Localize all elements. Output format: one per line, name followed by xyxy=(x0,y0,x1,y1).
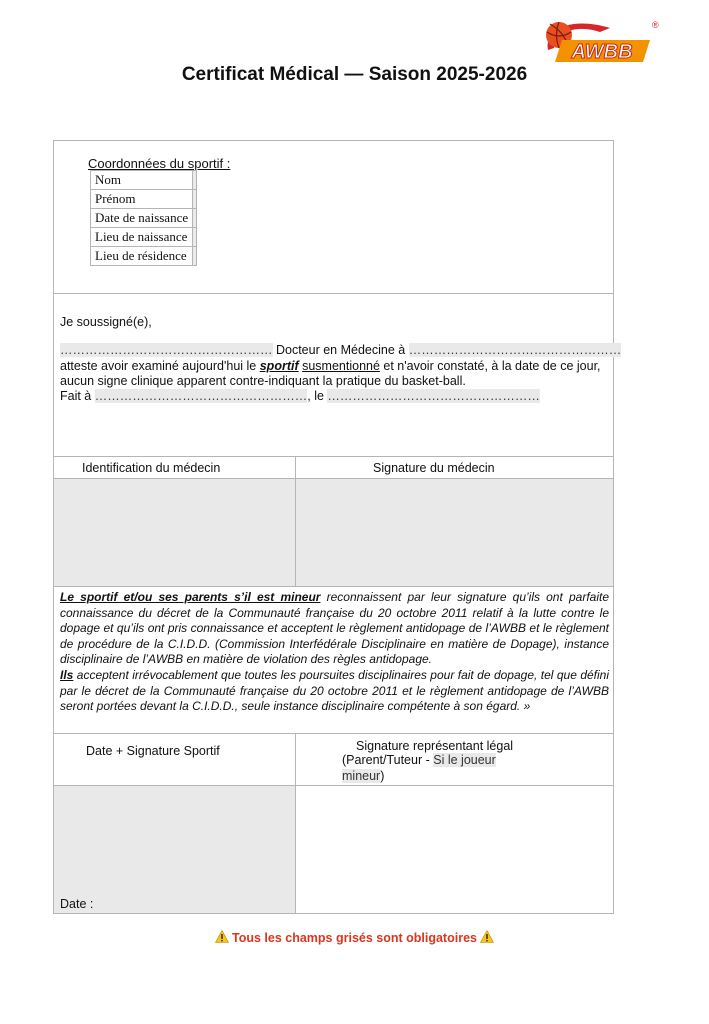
first-name-field[interactable] xyxy=(193,190,197,209)
warning-text: Tous les champs grisés sont obligatoires xyxy=(232,931,477,945)
athlete-signature-field[interactable] xyxy=(54,786,295,913)
place-field[interactable]: …………………………………………… xyxy=(94,389,308,403)
field-label: Lieu de naissance xyxy=(91,228,193,247)
name-field[interactable] xyxy=(193,171,197,190)
registered-mark: ® xyxy=(652,20,659,30)
mandatory-fields-warning xyxy=(0,930,709,945)
field-label: Date de naissance xyxy=(91,209,193,228)
guardian-signature-field[interactable] xyxy=(296,786,613,913)
doctor-signature-field[interactable] xyxy=(296,479,613,586)
divider xyxy=(53,456,614,457)
warning-triangle-icon xyxy=(215,930,229,943)
legal-paragraph-2: acceptent irrévocablement que toutes les poursuites disciplinaires pour fait de dopage, tel que défini par le décret de la Communauté française du 20 octobre 2011 et le règlement antidopage de l’AWBB seront portées devant la C.I.D.D., seule instance disciplinaire compétente à son égard. » xyxy=(60,667,609,714)
attestation-line-2 xyxy=(60,358,601,374)
awbb-logo xyxy=(540,10,665,65)
attestation-text: et n'avoir constaté, à la date de ce jour, xyxy=(379,359,601,373)
legal-paragraph-1: reconnaissent par leur signature qu’ils ont parfaite connaissance du décret de la Communauté française du 20 octobre 2011 relatif à la lutte contre le dopage et qu’ils ont pris connaissance et acceptent le règlement antidopage de l’AWBB et le règlement de procédure de la C.I.D.D. (Commission Interfédérale Disciplinaire en matière de Dopage), instance disciplinaire de l’AWBB en matière de violation des règles antidopage. xyxy=(60,590,609,667)
residence-field[interactable] xyxy=(193,247,197,266)
doctor-identification-field[interactable] xyxy=(54,479,295,586)
legal-lead-2: Ils xyxy=(60,667,74,682)
table-row xyxy=(91,228,197,247)
athlete-signature-header: Date + Signature Sportif xyxy=(86,744,220,758)
table-row xyxy=(91,171,197,190)
guardian-close-paren: ) xyxy=(380,769,385,783)
sportif-emphasis: sportif xyxy=(259,359,299,373)
fait-a-label: Fait à xyxy=(60,389,95,403)
divider xyxy=(53,293,614,294)
legal-notice xyxy=(60,590,609,715)
attestation-line-4 xyxy=(60,388,540,404)
doctor-identification-header: Identification du médecin xyxy=(82,461,221,475)
guardian-signature-title: Signature représentant légal xyxy=(356,739,514,753)
field-label: Lieu de résidence xyxy=(91,247,193,266)
attestation-opening: Je soussigné(e), xyxy=(60,315,152,329)
date-field[interactable]: …………………………………………… xyxy=(327,389,540,403)
table-row xyxy=(91,209,197,228)
attestation-line-3: aucun signe clinique apparent contre-indiquant la pratique du basket-ball. xyxy=(60,374,466,388)
doctor-city-field[interactable]: …………………………………………… xyxy=(408,343,622,357)
attestation-line-1 xyxy=(60,342,621,358)
table-row xyxy=(91,247,197,266)
birth-place-field[interactable] xyxy=(193,228,197,247)
susmentionne-text: susmentionné xyxy=(302,359,380,373)
table-row xyxy=(91,190,197,209)
guardian-signature-subtitle xyxy=(342,752,512,784)
attestation-text: atteste avoir examiné aujourd'hui le xyxy=(60,359,260,373)
athlete-details-table xyxy=(90,170,197,266)
divider xyxy=(53,586,614,587)
doctor-in-text: Docteur en Médecine à xyxy=(272,343,409,357)
birth-date-field[interactable] xyxy=(193,209,197,228)
doctor-name-field[interactable]: …………………………………………… xyxy=(60,343,273,357)
logo-text: AWBB xyxy=(571,41,633,63)
minor-condition: Si le joueur mineur xyxy=(342,753,496,783)
guardian-sub-text: (Parent/Tuteur - xyxy=(342,753,434,767)
legal-lead-1: Le sportif et/ou ses parents s’il est mineur xyxy=(60,590,321,604)
divider xyxy=(53,733,614,734)
warning-triangle-icon xyxy=(480,930,494,943)
page-title: Certificat Médical — Saison 2025-2026 xyxy=(181,64,528,85)
athlete-details-label: Coordonnées du sportif : xyxy=(88,156,231,171)
le-label: , le xyxy=(307,389,328,403)
field-label: Nom xyxy=(91,171,193,190)
field-label: Prénom xyxy=(91,190,193,209)
doctor-signature-header: Signature du médecin xyxy=(373,461,495,475)
date-label: Date : xyxy=(60,897,94,911)
